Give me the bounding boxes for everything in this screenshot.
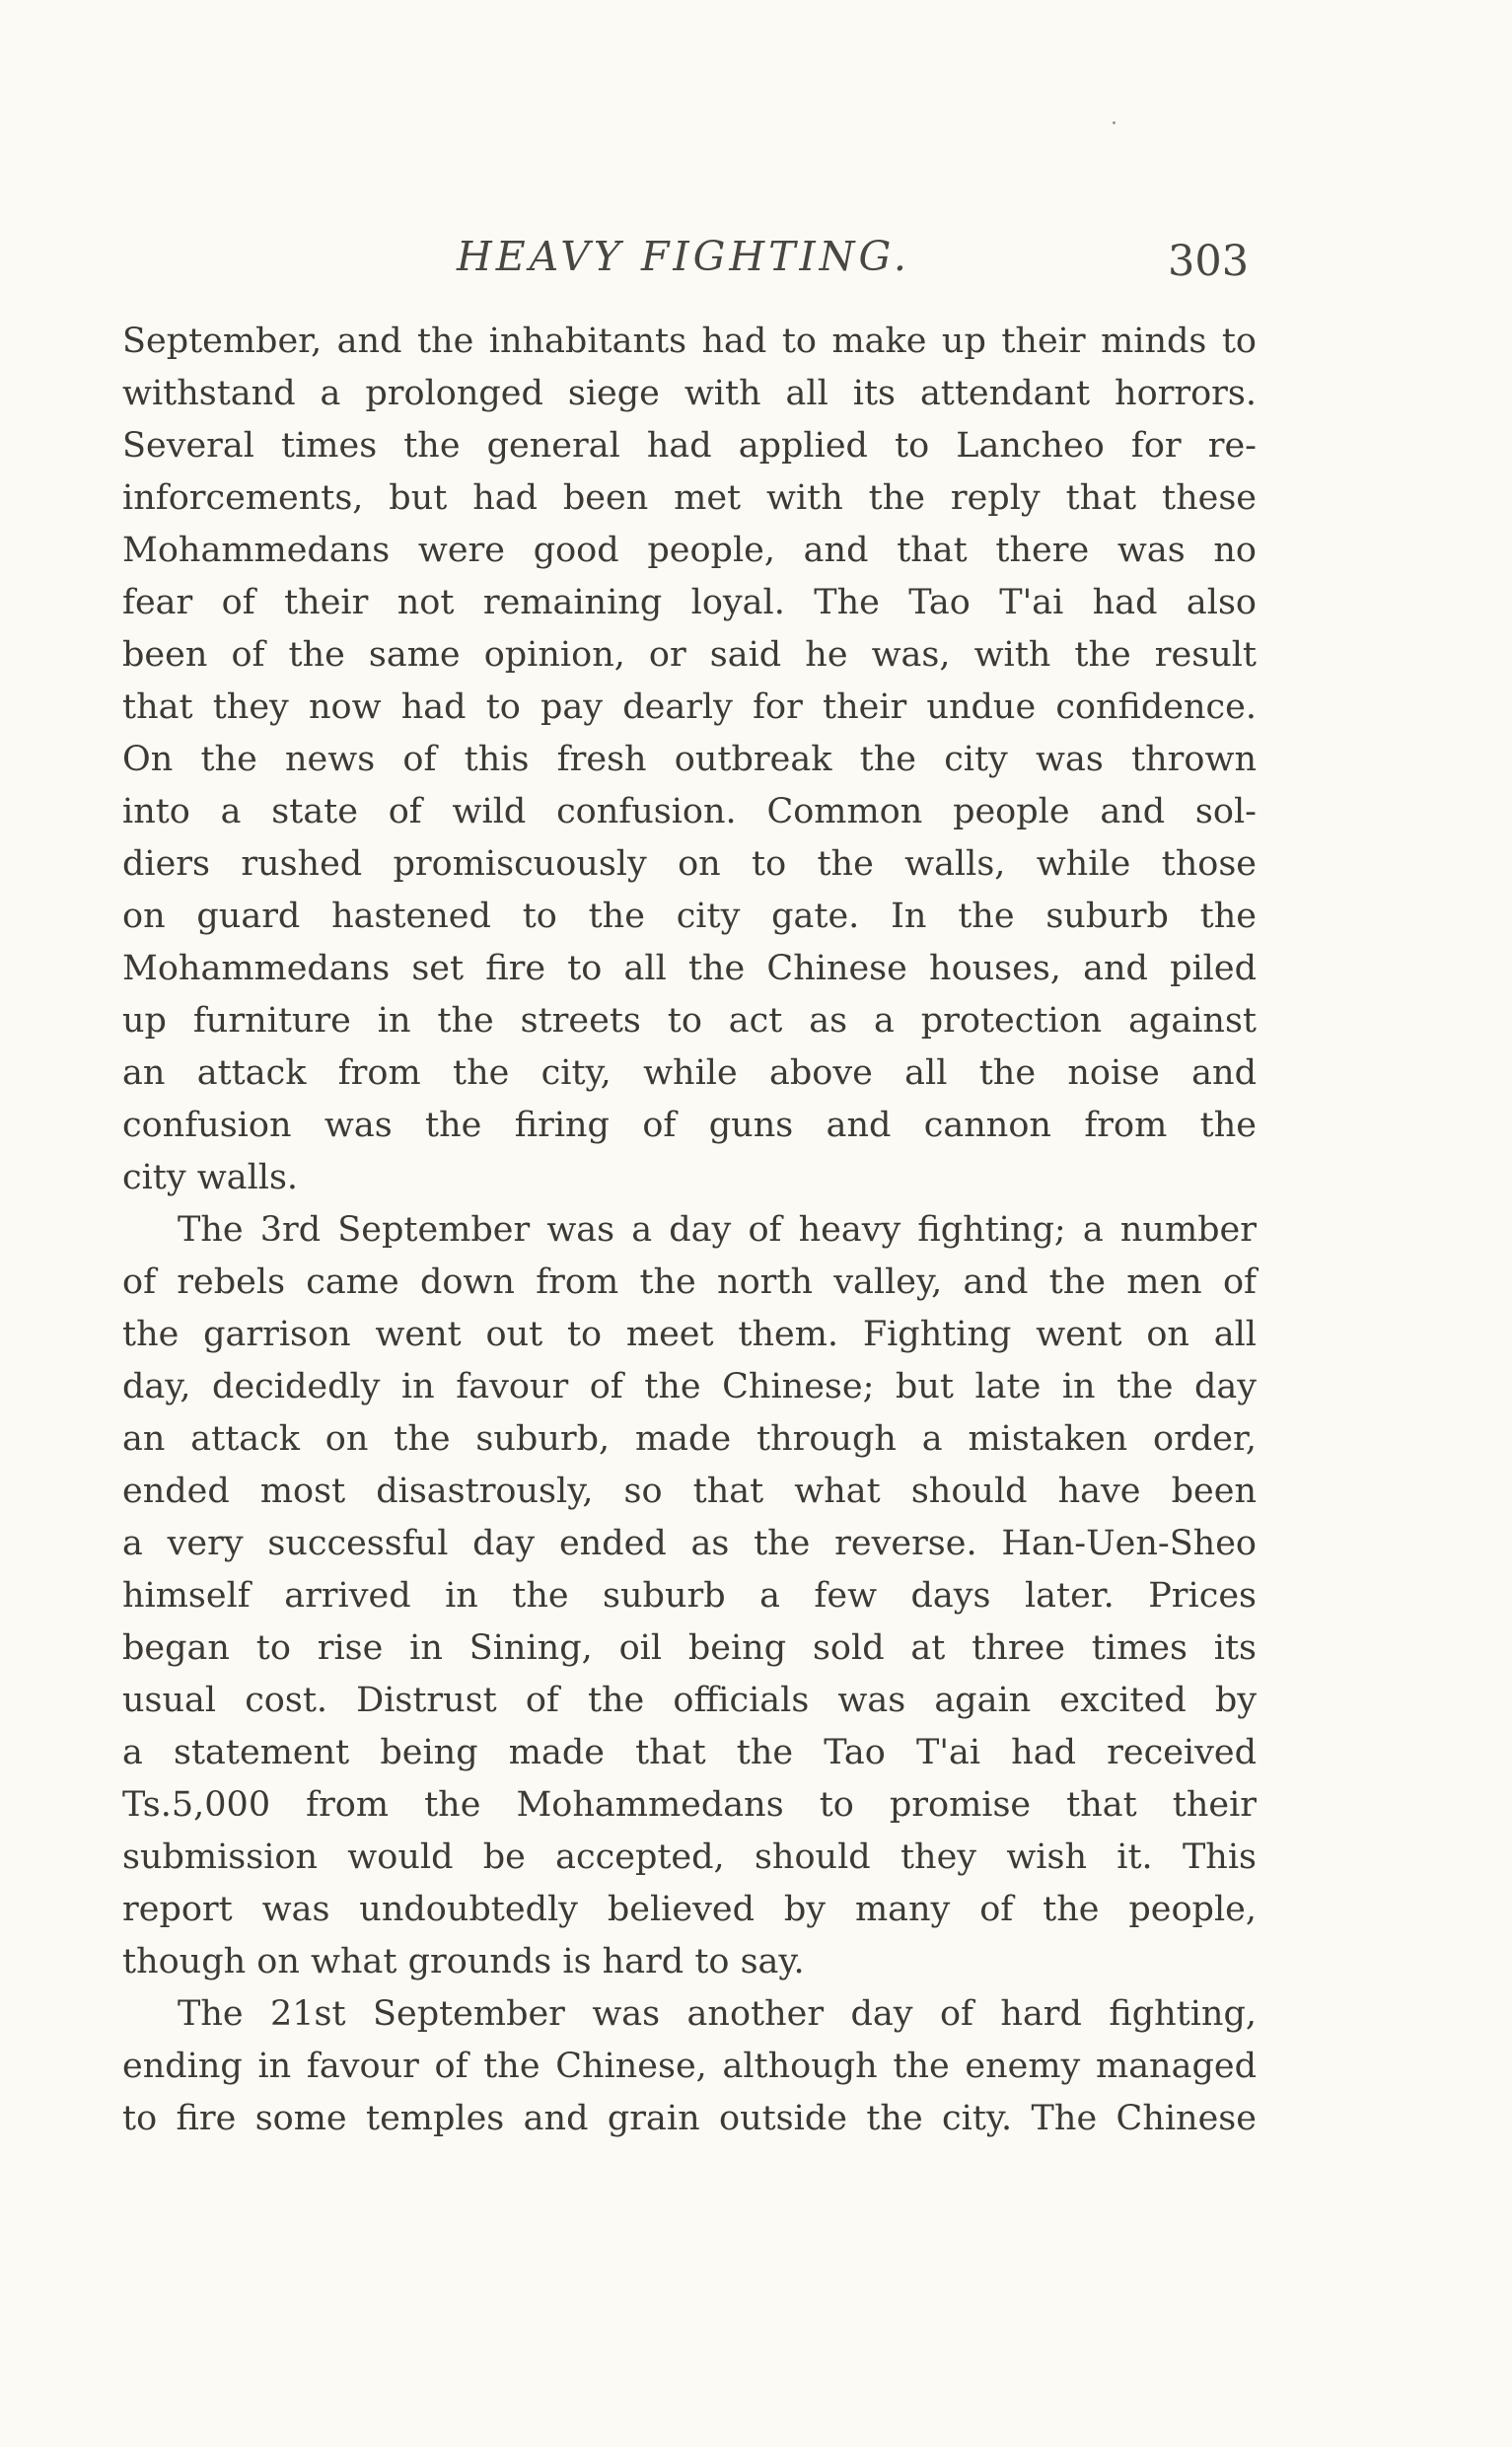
text-line: submission would be accepted, should they wish it. This	[122, 1837, 1257, 1877]
text-line: been of the same opinion, or said he was, with the result	[122, 635, 1257, 675]
text-line: report was undoubtedly believed by many of the people,	[122, 1890, 1257, 1929]
text-line: ending in favour of the Chinese, although the enemy managed	[122, 2047, 1257, 2086]
text-line: himself arrived in the suburb a few days later. Prices	[122, 1576, 1257, 1616]
text-line: diers rushed promiscuously on to the walls, while those	[122, 844, 1257, 884]
text-line: Mohammedans set fire to all the Chinese houses, and piled	[122, 949, 1257, 988]
text-line: to fire some temples and grain outside the city. The Chinese	[122, 2099, 1257, 2138]
paragraph-end-line: though on what grounds is hard to say.	[122, 1942, 805, 1981]
paper-speck	[1113, 121, 1116, 124]
text-line: day, decidedly in favour of the Chinese; but late in the day	[122, 1367, 1257, 1406]
text-line: a statement being made that the Tao T'ai had received	[122, 1733, 1257, 1772]
text-line: inforcements, but had been met with the reply that these	[122, 478, 1257, 518]
text-line: withstand a prolonged siege with all its attendant horrors.	[122, 374, 1257, 413]
text-line: the garrison went out to meet them. Fighting went on all	[122, 1315, 1257, 1354]
text-line: into a state of wild confusion. Common people and sol-	[122, 792, 1257, 831]
body-text	[122, 316, 1257, 2145]
text-line: ended most disastrously, so that what should have been	[122, 1472, 1257, 1511]
paragraph-start-line: The 21st September was another day of hard fighting,	[178, 1994, 1257, 2034]
text-line: began to rise in Sining, oil being sold at three times its	[122, 1628, 1257, 1668]
paragraph-start-line: The 3rd September was a day of heavy fighting; a number	[178, 1210, 1257, 1250]
text-line: on guard hastened to the city gate. In the suburb the	[122, 897, 1257, 936]
text-line: an attack from the city, while above all the noise and	[122, 1053, 1257, 1093]
text-line: an attack on the suburb, made through a mistaken order,	[122, 1419, 1257, 1459]
paragraph-end-line: city walls.	[122, 1158, 299, 1197]
page-number: 303	[1168, 237, 1250, 286]
text-line: of rebels came down from the north valley, and the men of	[122, 1262, 1257, 1302]
text-line: fear of their not remaining loyal. The Tao T'ai had also	[122, 583, 1257, 622]
text-line: that they now had to pay dearly for their undue confidence.	[122, 687, 1257, 727]
running-head-title: HEAVY FIGHTING.	[457, 233, 910, 280]
text-line: up furniture in the streets to act as a protection against	[122, 1001, 1257, 1041]
text-line: Several times the general had applied to Lancheo for re-	[122, 426, 1257, 466]
text-line: confusion was the firing of guns and cannon from the	[122, 1106, 1257, 1145]
text-line: September, and the inhabitants had to make up their minds to	[122, 322, 1257, 361]
text-line: Ts.5,000 from the Mohammedans to promise that their	[122, 1785, 1257, 1825]
text-line: a very successful day ended as the reverse. Han-Uen-Sheo	[122, 1524, 1257, 1563]
text-line: On the news of this fresh outbreak the city was thrown	[122, 740, 1257, 779]
text-line: Mohammedans were good people, and that there was no	[122, 531, 1257, 570]
text-line: usual cost. Distrust of the officials was again excited by	[122, 1681, 1257, 1720]
